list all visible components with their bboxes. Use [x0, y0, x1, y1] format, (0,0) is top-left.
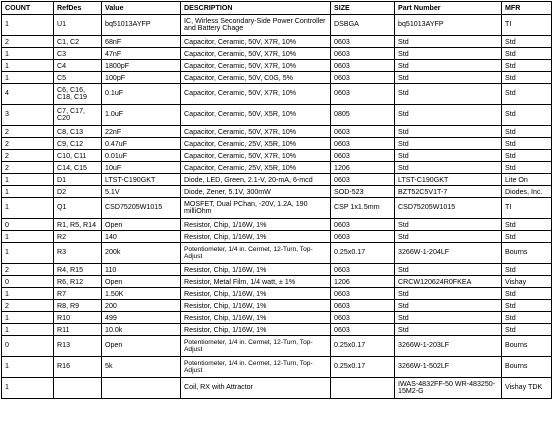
cell-refdes: R10 — [54, 312, 102, 324]
cell-count: 2 — [2, 162, 54, 174]
cell-size: 0603 — [331, 300, 395, 312]
cell-size: 0603 — [331, 138, 395, 150]
cell-description: Resistor, Chip, 1/16W, 1% — [181, 312, 331, 324]
cell-refdes — [54, 378, 102, 399]
table-row — [2, 288, 552, 300]
cell-size: 0.25x0.17 — [331, 336, 395, 357]
cell-count: 1 — [2, 72, 54, 84]
cell-description: Potentiometer, 1/4 in. Cermet, 12-Turn, Top-Adjust — [181, 357, 331, 378]
cell-description: Diode, LED, Green, 2.1-V, 20-mA, 6-mcd — [181, 174, 331, 186]
cell-mfr: Std — [502, 84, 552, 105]
cell-description: Resistor, Chip, 1/16W, 1% — [181, 324, 331, 336]
cell-size: 0603 — [331, 84, 395, 105]
cell-size: 0603 — [331, 150, 395, 162]
cell-count: 1 — [2, 231, 54, 243]
cell-description: Capacitor, Ceramic, 25V, X5R, 10% — [181, 162, 331, 174]
cell-count: 0 — [2, 276, 54, 288]
table-row — [2, 219, 552, 231]
bom-table — [1, 1, 552, 399]
table-row — [2, 198, 552, 219]
cell-refdes: R11 — [54, 324, 102, 336]
cell-count: 4 — [2, 84, 54, 105]
cell-value: 499 — [102, 312, 181, 324]
cell-part-number: Std — [395, 72, 502, 84]
cell-size: DSBGA — [331, 15, 395, 36]
cell-value: 1.50K — [102, 288, 181, 300]
cell-count: 2 — [2, 264, 54, 276]
table-row — [2, 336, 552, 357]
cell-value: 5k — [102, 357, 181, 378]
cell-mfr: Std — [502, 36, 552, 48]
cell-size: 0603 — [331, 48, 395, 60]
cell-mfr: Std — [502, 138, 552, 150]
cell-refdes: D1 — [54, 174, 102, 186]
cell-value — [102, 378, 181, 399]
cell-part-number: Std — [395, 84, 502, 105]
cell-count: 1 — [2, 324, 54, 336]
cell-size: 0603 — [331, 126, 395, 138]
cell-size: 0603 — [331, 231, 395, 243]
cell-size: 0603 — [331, 288, 395, 300]
cell-size: CSP 1x1.5mm — [331, 198, 395, 219]
cell-part-number: 3266W-1-204LF — [395, 243, 502, 264]
cell-refdes: R7 — [54, 288, 102, 300]
cell-mfr: Std — [502, 231, 552, 243]
cell-value: 5.1V — [102, 186, 181, 198]
cell-size: SOD-523 — [331, 186, 395, 198]
cell-part-number: Std — [395, 162, 502, 174]
cell-size: 0603 — [331, 324, 395, 336]
cell-refdes: C4 — [54, 60, 102, 72]
cell-refdes: R13 — [54, 336, 102, 357]
cell-value: 68nF — [102, 36, 181, 48]
cell-mfr: Std — [502, 48, 552, 60]
cell-refdes: R8, R9 — [54, 300, 102, 312]
table-row — [2, 312, 552, 324]
cell-mfr: Std — [502, 126, 552, 138]
cell-mfr: Vishay — [502, 276, 552, 288]
table-row — [2, 105, 552, 126]
cell-refdes: R16 — [54, 357, 102, 378]
bom-table-body — [2, 15, 552, 399]
cell-part-number: 3266W-1-203LF — [395, 336, 502, 357]
cell-description: Capacitor, Ceramic, 50V, X7R, 10% — [181, 150, 331, 162]
cell-refdes: C7, C17, C20 — [54, 105, 102, 126]
cell-refdes: C6, C16, C18, C19 — [54, 84, 102, 105]
table-row — [2, 15, 552, 36]
cell-description: Diode, Zener, 5.1V, 300mW — [181, 186, 331, 198]
cell-value: 22nF — [102, 126, 181, 138]
cell-size: 0603 — [331, 36, 395, 48]
cell-value: 140 — [102, 231, 181, 243]
cell-mfr: Std — [502, 60, 552, 72]
cell-size: 0603 — [331, 219, 395, 231]
cell-description: Resistor, Chip, 1/16W, 1% — [181, 264, 331, 276]
cell-count: 1 — [2, 60, 54, 72]
cell-refdes: C9, C12 — [54, 138, 102, 150]
cell-mfr: Bourns — [502, 243, 552, 264]
cell-count: 0 — [2, 336, 54, 357]
cell-description: Capacitor, Ceramic, 50V, X5R, 10% — [181, 105, 331, 126]
cell-mfr: Std — [502, 105, 552, 126]
cell-value: 110 — [102, 264, 181, 276]
cell-description: Capacitor, Ceramic, 50V, X7R, 10% — [181, 48, 331, 60]
cell-part-number: Std — [395, 288, 502, 300]
cell-mfr: Std — [502, 162, 552, 174]
cell-description: Capacitor, Ceramic, 25V, X5R, 10% — [181, 138, 331, 150]
cell-size: 1206 — [331, 162, 395, 174]
table-row — [2, 324, 552, 336]
cell-mfr: TI — [502, 198, 552, 219]
table-row — [2, 276, 552, 288]
cell-refdes: R6, R12 — [54, 276, 102, 288]
cell-refdes: R1, R5, R14 — [54, 219, 102, 231]
cell-value: 200 — [102, 300, 181, 312]
cell-description: Resistor, Chip, 1/16W, 1% — [181, 288, 331, 300]
cell-value: 100pF — [102, 72, 181, 84]
cell-value: 10uF — [102, 162, 181, 174]
cell-part-number: Std — [395, 324, 502, 336]
cell-description: MOSFET, Dual PChan, -20V, 1.2A, 190 milliOhm — [181, 198, 331, 219]
cell-refdes: C5 — [54, 72, 102, 84]
cell-refdes: C14, C15 — [54, 162, 102, 174]
cell-mfr: Std — [502, 72, 552, 84]
cell-part-number: Std — [395, 264, 502, 276]
cell-value: 1800pF — [102, 60, 181, 72]
cell-size: 0603 — [331, 312, 395, 324]
cell-description: IC, Wirless Secondary-Side Power Controller and Battery Chage — [181, 15, 331, 36]
cell-count: 1 — [2, 288, 54, 300]
cell-part-number: Std — [395, 219, 502, 231]
cell-part-number: Std — [395, 36, 502, 48]
cell-part-number: CSD75205W1015 — [395, 198, 502, 219]
cell-mfr: Std — [502, 312, 552, 324]
table-row — [2, 300, 552, 312]
cell-refdes: D2 — [54, 186, 102, 198]
cell-value: LTST-C190GKT — [102, 174, 181, 186]
cell-part-number: Std — [395, 231, 502, 243]
cell-mfr: Std — [502, 324, 552, 336]
table-row — [2, 162, 552, 174]
cell-description: Potentiometer, 1/4 in. Cermet, 12-Turn, Top-Adjust — [181, 336, 331, 357]
cell-description: Capacitor, Ceramic, 50V, X7R, 10% — [181, 126, 331, 138]
cell-description: Resistor, Metal Film, 1/4 watt, ± 1% — [181, 276, 331, 288]
cell-description: Coil, RX with Attractor — [181, 378, 331, 399]
cell-size: 0.25x0.17 — [331, 243, 395, 264]
header-part-number: Part Number — [395, 2, 502, 15]
cell-mfr: TI — [502, 15, 552, 36]
cell-description: Potentiometer, 1/4 in. Cermet, 12-Turn, Top-Adjust — [181, 243, 331, 264]
cell-refdes: R2 — [54, 231, 102, 243]
table-row — [2, 378, 552, 399]
table-row — [2, 264, 552, 276]
cell-value: 0.47uF — [102, 138, 181, 150]
cell-count: 2 — [2, 126, 54, 138]
cell-size: 0603 — [331, 174, 395, 186]
cell-mfr: Std — [502, 219, 552, 231]
table-row — [2, 36, 552, 48]
cell-count: 1 — [2, 378, 54, 399]
table-row — [2, 186, 552, 198]
cell-count: 1 — [2, 48, 54, 60]
table-row — [2, 150, 552, 162]
cell-value: bq51013AYFP — [102, 15, 181, 36]
cell-value: 10.0k — [102, 324, 181, 336]
cell-value: CSD75205W1015 — [102, 198, 181, 219]
cell-refdes: C10, C11 — [54, 150, 102, 162]
table-row — [2, 138, 552, 150]
table-row — [2, 48, 552, 60]
header-description: DESCRIPTION — [181, 2, 331, 15]
cell-part-number: 3266W-1-502LF — [395, 357, 502, 378]
cell-part-number: Std — [395, 300, 502, 312]
cell-value: Open — [102, 219, 181, 231]
table-row — [2, 243, 552, 264]
cell-description: Capacitor, Ceramic, 50V, X7R, 10% — [181, 60, 331, 72]
table-row — [2, 126, 552, 138]
cell-description: Capacitor, Ceramic, 50V, X7R, 10% — [181, 36, 331, 48]
cell-count: 3 — [2, 105, 54, 126]
cell-mfr: Bourns — [502, 357, 552, 378]
cell-mfr: Std — [502, 300, 552, 312]
cell-refdes: R3 — [54, 243, 102, 264]
cell-count: 0 — [2, 219, 54, 231]
cell-part-number: Std — [395, 312, 502, 324]
table-row — [2, 174, 552, 186]
cell-mfr: Vishay TDK — [502, 378, 552, 399]
cell-count: 2 — [2, 36, 54, 48]
cell-count: 1 — [2, 198, 54, 219]
cell-refdes: Q1 — [54, 198, 102, 219]
cell-count: 1 — [2, 15, 54, 36]
cell-part-number: CRCW120624R0FKEA — [395, 276, 502, 288]
cell-description: Resistor, Chip, 1/16W, 1% — [181, 231, 331, 243]
cell-description: Resistor, Chip, 1/16W, 1% — [181, 219, 331, 231]
table-row — [2, 357, 552, 378]
cell-refdes: R4, R15 — [54, 264, 102, 276]
cell-mfr: Diodes, Inc. — [502, 186, 552, 198]
cell-description: Capacitor, Ceramic, 50V, X7R, 10% — [181, 84, 331, 105]
cell-value: 0.1uF — [102, 84, 181, 105]
cell-part-number: LTST-C190GKT — [395, 174, 502, 186]
cell-part-number: Std — [395, 138, 502, 150]
cell-mfr: Std — [502, 288, 552, 300]
table-row — [2, 231, 552, 243]
cell-part-number: Std — [395, 150, 502, 162]
cell-refdes: C3 — [54, 48, 102, 60]
cell-count: 1 — [2, 186, 54, 198]
cell-part-number: BZT52C5V1T-7 — [395, 186, 502, 198]
table-header-row — [2, 2, 552, 15]
cell-description: Resistor, Chip, 1/16W, 1% — [181, 300, 331, 312]
table-row — [2, 72, 552, 84]
cell-count: 1 — [2, 243, 54, 264]
cell-count: 1 — [2, 174, 54, 186]
header-mfr: MFR — [502, 2, 552, 15]
cell-count: 1 — [2, 357, 54, 378]
cell-refdes: U1 — [54, 15, 102, 36]
cell-part-number: Std — [395, 105, 502, 126]
header-refdes: RefDes — [54, 2, 102, 15]
cell-value: 200k — [102, 243, 181, 264]
cell-count: 2 — [2, 150, 54, 162]
cell-mfr: Lite On — [502, 174, 552, 186]
cell-count: 1 — [2, 312, 54, 324]
cell-value: 1.0uF — [102, 105, 181, 126]
cell-value: 47nF — [102, 48, 181, 60]
cell-mfr: Std — [502, 150, 552, 162]
cell-value: 0.01uF — [102, 150, 181, 162]
cell-part-number: Std — [395, 60, 502, 72]
cell-description: Capacitor, Ceramic, 50V, C0G, 5% — [181, 72, 331, 84]
cell-part-number: bq51013AYFP — [395, 15, 502, 36]
cell-refdes: C1, C2 — [54, 36, 102, 48]
cell-value: Open — [102, 276, 181, 288]
cell-count: 2 — [2, 300, 54, 312]
cell-part-number: IWAS-4832FF-50 WR-483250-15M2-G — [395, 378, 502, 399]
cell-count: 2 — [2, 138, 54, 150]
cell-mfr: Bourns — [502, 336, 552, 357]
table-row — [2, 84, 552, 105]
header-size: SIZE — [331, 2, 395, 15]
cell-part-number: Std — [395, 48, 502, 60]
header-value: Value — [102, 2, 181, 15]
cell-size: 0603 — [331, 264, 395, 276]
cell-size: 0603 — [331, 72, 395, 84]
cell-refdes: C8, C13 — [54, 126, 102, 138]
cell-size: 0805 — [331, 105, 395, 126]
cell-size: 0603 — [331, 60, 395, 72]
cell-part-number: Std — [395, 126, 502, 138]
cell-size — [331, 378, 395, 399]
cell-size: 0.25x0.17 — [331, 357, 395, 378]
table-row — [2, 60, 552, 72]
cell-mfr: Std — [502, 264, 552, 276]
cell-value: Open — [102, 336, 181, 357]
header-count: COUNT — [2, 2, 54, 15]
cell-size: 1206 — [331, 276, 395, 288]
